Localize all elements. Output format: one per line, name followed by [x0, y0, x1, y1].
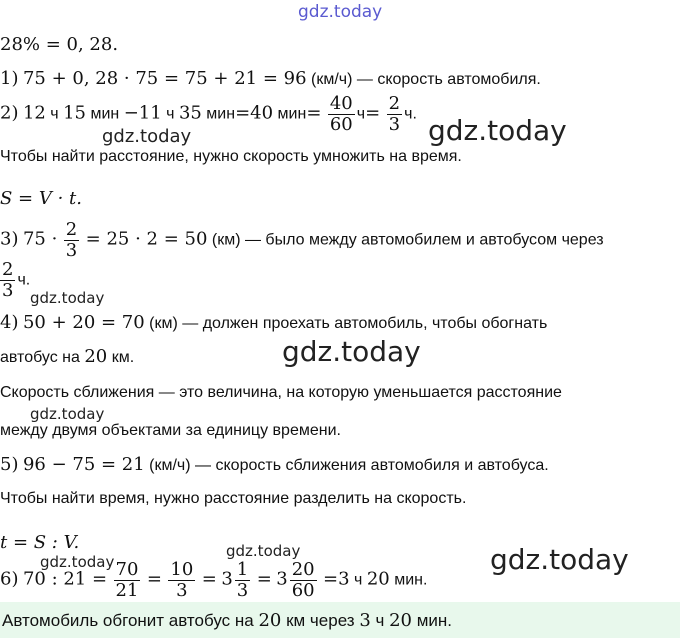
answer-part: мин. [416, 611, 453, 630]
step-number: 3) [0, 228, 19, 250]
answer-value: 20 [258, 610, 282, 631]
step-text: автобус на [0, 349, 80, 366]
unit: ч. [404, 105, 417, 123]
value: =40 [235, 102, 274, 124]
fraction [235, 560, 250, 601]
step-4 [0, 312, 547, 333]
step-3 [0, 220, 604, 261]
numerator: 2 [65, 219, 78, 240]
unit: ч [166, 105, 175, 123]
fraction [328, 94, 355, 135]
step-6 [0, 560, 427, 601]
step-text: — должен проехать автомобиль, чтобы обогнать [182, 315, 548, 332]
step-number: 5) [0, 454, 19, 475]
watermark: gdz.today [428, 114, 567, 147]
unit: ч. [17, 271, 31, 289]
watermark: gdz.today [490, 543, 629, 576]
denominator: 3 [236, 580, 249, 601]
unit: (км/ч) [310, 71, 353, 88]
value: =3 [323, 568, 350, 590]
equals: = [146, 568, 162, 590]
equals: = [365, 102, 381, 124]
numerator: 2 [2, 259, 14, 280]
answer-box [0, 602, 680, 638]
unit: мин [206, 105, 236, 123]
value: 20 [366, 568, 390, 590]
fraction [114, 560, 141, 601]
watermark: gdz.today [40, 553, 115, 571]
watermark: gdz.today [298, 2, 383, 22]
unit: ч [50, 105, 59, 123]
definition-line-2: между двумя объектами за единицу времени. [0, 422, 341, 439]
answer-value: 20 [389, 610, 412, 631]
fraction [0, 260, 15, 301]
denominator: 3 [2, 280, 14, 301]
watermark: gdz.today [226, 542, 301, 560]
equals: = [306, 102, 322, 124]
unit: ч [354, 571, 363, 589]
step-number: 4) [0, 312, 19, 333]
watermark: gdz.today [30, 289, 105, 307]
formula-s: S = V · t. [0, 188, 82, 209]
step-text: — скорость сближения автомобиля и автобуса. [195, 457, 549, 474]
denominator: 3 [65, 240, 78, 261]
step-expression: 50 + 20 = 70 [22, 312, 145, 333]
value: 20 [84, 346, 108, 367]
numerator: 2 [388, 93, 401, 114]
definition-line-1: Скорость сближения — это величина, на которую уменьшается расстояние [0, 384, 562, 401]
fraction [387, 94, 402, 135]
unit: (км) [211, 231, 241, 249]
equals: = [201, 568, 217, 590]
value: = 25 · 2 = 50 [85, 228, 208, 250]
fraction [168, 560, 195, 601]
answer-text [2, 610, 452, 631]
whole: 3 [221, 568, 233, 590]
step-3-cont [0, 260, 30, 301]
unit: мин [90, 105, 120, 123]
step-4-cont [0, 346, 134, 367]
step-expression: 96 − 75 = 21 [22, 454, 145, 475]
fraction [290, 560, 317, 601]
value: 15 [63, 102, 86, 124]
whole: 3 [276, 568, 288, 590]
rule-time: Чтобы найти время, нужно расстояние разделить на скорость. [0, 490, 467, 507]
numerator: 70 [115, 559, 139, 580]
value: −11 [123, 102, 162, 124]
step-number: 2) [0, 102, 19, 124]
percent-line: 28% = 0, 28. [0, 34, 119, 55]
numerator: 40 [329, 93, 353, 114]
step-text: — скорость автомобиля. [356, 71, 541, 88]
equals: = [256, 568, 272, 590]
unit: ч [356, 105, 366, 123]
watermark: gdz.today [102, 126, 192, 147]
value: 12 [22, 102, 46, 124]
step-text: — было между автомобилем и автобусом через [244, 231, 604, 249]
step-2 [0, 94, 417, 135]
denominator: 3 [176, 580, 188, 601]
rule-distance: Чтобы найти расстояние, нужно скорость умножить на время. [0, 148, 462, 165]
numerator: 10 [170, 559, 194, 580]
answer-value: 3 [359, 610, 371, 631]
step-number: 1) [0, 68, 19, 89]
numerator: 1 [236, 559, 249, 580]
value: 35 [178, 102, 202, 124]
numerator: 20 [291, 559, 315, 580]
unit: (км/ч) [149, 457, 191, 474]
step-expression: 75 + 0, 28 · 75 = 75 + 21 = 96 [22, 68, 307, 89]
answer-part: Автомобиль обгонит автобус на [2, 611, 254, 630]
watermark: gdz.today [30, 405, 105, 423]
fraction [64, 220, 79, 261]
step-number: 6) [0, 568, 19, 590]
step-1 [0, 68, 541, 89]
value: 75 · [22, 228, 58, 250]
value: 70 : 21 = [22, 568, 108, 590]
denominator: 21 [115, 580, 139, 601]
unit: мин. [394, 571, 428, 589]
denominator: 3 [388, 114, 401, 135]
formula-t: t = S : V. [0, 532, 80, 553]
step-5 [0, 454, 549, 475]
denominator: 60 [291, 580, 315, 601]
unit: км. [111, 349, 135, 366]
watermark: gdz.today [282, 335, 421, 368]
denominator: 60 [329, 114, 353, 135]
answer-part: ч [375, 611, 385, 630]
unit: мин [277, 105, 307, 123]
answer-part: км через [286, 611, 355, 630]
unit: (км) [149, 315, 178, 332]
